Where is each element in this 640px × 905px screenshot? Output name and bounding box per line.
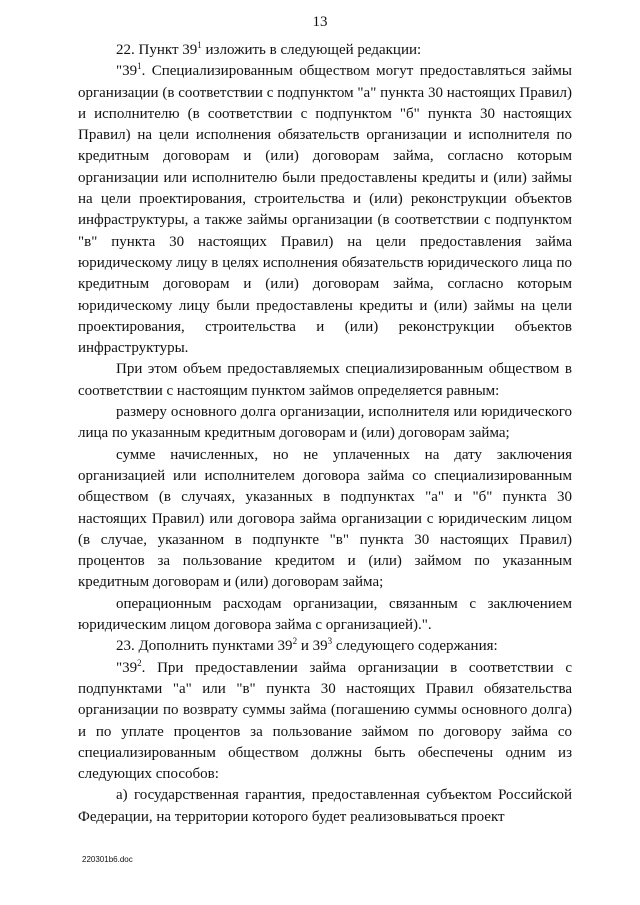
paragraph-text: . При предоставлении займа организации в соответствии с подпунктами "а" или "в" пункта 30 настоящих Правил обязательства организации по возврату суммы займа (погашению суммы основного долга) и по уплате процентов за пользование займом по договору займа со специализированным обществом должны быть обеспечены одним из следующих способов: xyxy=(78,659,572,783)
paragraph-loan-volume xyxy=(78,359,572,402)
paragraph-39-2-text xyxy=(78,658,572,786)
superscript-number: 1 xyxy=(137,61,142,72)
paragraph-39-1-text xyxy=(78,61,572,359)
paragraph-operating-expenses xyxy=(78,594,572,637)
paragraph-text: изложить в следующей редакции: xyxy=(201,42,422,58)
paragraph-text: следующего содержания: xyxy=(332,638,498,655)
paragraph-state-guarantee xyxy=(78,785,572,828)
superscript-number: 1 xyxy=(197,40,202,50)
page-number: 13 xyxy=(312,14,328,30)
superscript-number: 2 xyxy=(292,636,298,647)
paragraph-text: "39 xyxy=(116,659,138,676)
paragraph-text: "39 xyxy=(116,63,138,80)
paragraph-text: операционным расходам организации, связанным с заключением юридическим лицом договора займа с организацией).". xyxy=(78,595,572,634)
paragraph-text: и 39 xyxy=(297,638,328,655)
paragraph-text: . Специализированным обществом могут предоставляться займы организации (в соответствии с подпунктом "а" пункта 30 настоящих Правил) и исполнителю (в соответствии с подпунктом "б" пункта 30 настоящих Правил) на цели исполнения обязательств организации и исполнителя по кредитным договорам и (или) договорам займа, согласно которым организации или исполнителю были предоставлены кредиты и (или) займы на цели проектирования, строительства и (или) реконструкции объектов инфраструктуры, а также займы организации (в соответствии с подпунктом "в" пункта 30 настоящих Правил) на цели предоставления займа юридическому лицу в целях исполнения обязательств юридического лица по кредитным договорам и (или) договорам займа, согласно которым юридическому лицу были предоставлены кредиты и (или) займы на цели проектирования, строительства и (или) реконструкции объектов инфраструктуры. xyxy=(78,63,572,357)
paragraph-text: размеру основного долга организации, исполнителя или юридического лица по указанным кредитным договорам и (или) договорам займа; xyxy=(78,404,572,442)
paragraph-principal-debt xyxy=(78,402,572,445)
document-file-id: 220301b6.doc xyxy=(82,855,133,864)
superscript-number: 2 xyxy=(137,657,142,668)
paragraph-text: При этом объем предоставляемых специализированным обществом в соответствии с настоящим пунктом займов определяется равным: xyxy=(78,361,572,399)
paragraph-text: 23. Дополнить пунктами 39 xyxy=(116,638,293,655)
paragraph-item-22 xyxy=(78,40,572,61)
paragraph-item-23 xyxy=(78,636,572,657)
paragraph-text: 22. Пункт 39 xyxy=(116,42,198,58)
document-body xyxy=(78,40,572,828)
paragraph-text: сумме начисленных, но не уплаченных на дату заключения организацией или исполнителем договора займа со специализированным обществом (в случаях, указанных в подпунктах "а" и "б" пункта 30 настоящих Правил) или договора займа организации с юридическим лицом (в случае, указанном в подпункте "в" пункта 30 настоящих Правил) процентов за пользование кредитом и (или) займом по указанным кредитным договорам и (или) договорам займа; xyxy=(78,446,572,591)
paragraph-text: а) государственная гарантия, предоставленная субъектом Российской Федерации, на территории которого будет реализовываться проект xyxy=(78,787,572,825)
superscript-number: 3 xyxy=(327,636,333,647)
paragraph-accrued-interest xyxy=(78,445,572,594)
